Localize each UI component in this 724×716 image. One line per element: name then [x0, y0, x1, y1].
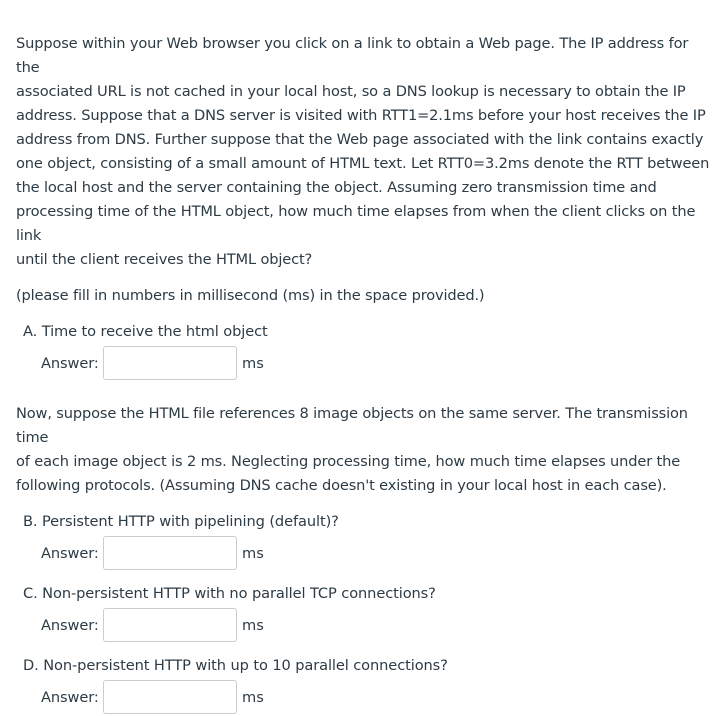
intro-line: until the client receives the HTML object?: [16, 251, 313, 268]
part2-line: following protocols. (Assuming DNS cache doesn't existing in your local host in each case).: [16, 477, 667, 494]
instruction-text: (please fill in numbers in millisecond (ms) in the space provided.): [16, 287, 485, 304]
question-a-answer-row: [16, 344, 716, 382]
part2-line: of each image object is 2 ms. Neglecting processing time, how much time elapses under the: [16, 453, 681, 470]
part2-line: Now, suppose the HTML file references 8 image objects on the same server. The transmission time: [16, 405, 688, 446]
intro-line: processing time of the HTML object, how much time elapses from when the client clicks on the link: [16, 203, 696, 244]
question-b-label: B. Persistent HTTP with pipelining (default)?: [23, 513, 339, 530]
unit-label: ms: [242, 616, 264, 634]
answer-a-input[interactable]: [103, 346, 237, 380]
question-c-label: C. Non-persistent HTTP with no parallel TCP connections?: [23, 585, 436, 602]
question-container: [16, 32, 716, 716]
question-c-answer-row: [16, 606, 716, 644]
answer-label: Answer:: [41, 544, 99, 562]
part2-paragraph: [16, 402, 716, 498]
unit-label: ms: [242, 688, 264, 706]
answer-d-input[interactable]: [103, 680, 237, 714]
answer-label: Answer:: [41, 616, 99, 634]
intro-line: address. Suppose that a DNS server is visited with RTT1=2.1ms before your host receives the IP: [16, 107, 706, 124]
question-d-answer-row: [16, 678, 716, 716]
answer-c-input[interactable]: [103, 608, 237, 642]
intro-line: associated URL is not cached in your local host, so a DNS lookup is necessary to obtain the IP: [16, 83, 686, 100]
answer-label: Answer:: [41, 688, 99, 706]
question-d-label: D. Non-persistent HTTP with up to 10 parallel connections?: [23, 657, 448, 674]
unit-label: ms: [242, 354, 264, 372]
intro-line: address from DNS. Further suppose that the Web page associated with the link contains exactly: [16, 131, 704, 148]
question-b-answer-row: [16, 534, 716, 572]
question-a-label: A. Time to receive the html object: [23, 323, 268, 340]
intro-paragraph: [16, 32, 716, 272]
intro-line: Suppose within your Web browser you click on a link to obtain a Web page. The IP address for the: [16, 35, 689, 76]
intro-line: one object, consisting of a small amount of HTML text. Let RTT0=3.2ms denote the RTT between: [16, 155, 710, 172]
unit-label: ms: [242, 544, 264, 562]
intro-line: the local host and the server containing the object. Assuming zero transmission time and: [16, 179, 657, 196]
answer-b-input[interactable]: [103, 536, 237, 570]
answer-label: Answer:: [41, 354, 99, 372]
